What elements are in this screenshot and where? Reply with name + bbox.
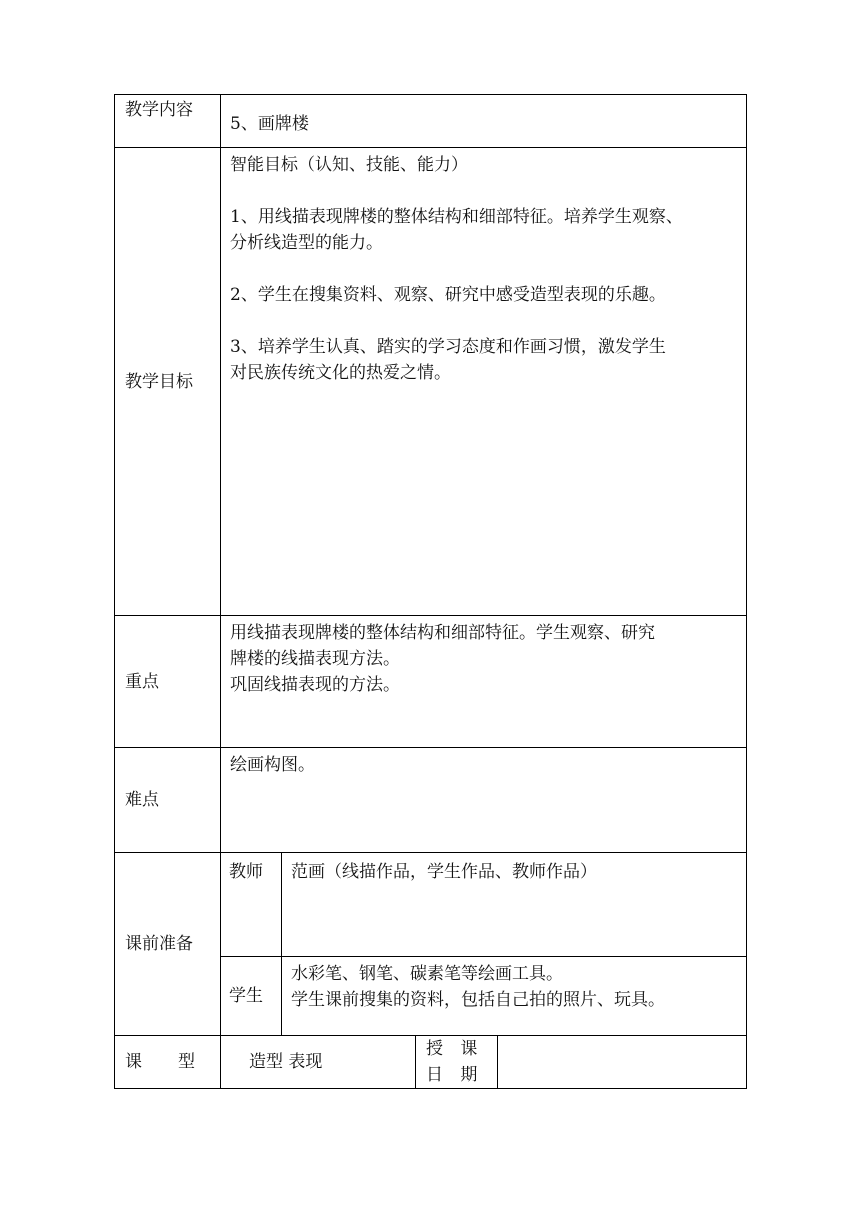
difficulties-value: 绘画构图。 [230, 755, 315, 775]
student-label: 学生 [221, 957, 282, 1036]
lesson-date-label-line-1: 授 课 [426, 1039, 484, 1059]
row-difficulties [115, 748, 747, 853]
objectives-item-3-line-1: 3、培养学生认真、踏实的学习态度和作画习惯，激发学生 [230, 337, 666, 357]
objectives-item-3-line-2: 对民族传统文化的热爱之情。 [230, 363, 451, 383]
row-prep-teacher [115, 853, 747, 957]
key-points-line-1: 用线描表现牌楼的整体结构和细部特征。学生观察、研究 [230, 623, 655, 643]
lesson-type-label-char-1: 课 [125, 1052, 142, 1072]
key-points-line-3: 巩固线描表现的方法。 [230, 675, 400, 695]
row-teaching-objectives [115, 148, 747, 616]
lesson-date-label [416, 1036, 498, 1089]
key-points-label: 重点 [115, 616, 221, 748]
teaching-objectives-content [221, 148, 747, 616]
lesson-type-label [115, 1036, 221, 1089]
teacher-label: 教师 [221, 853, 282, 957]
student-prep-content [282, 957, 747, 1036]
lesson-plan-table [114, 94, 747, 1089]
objectives-item-2: 2、学生在搜集资料、观察、研究中感受造型表现的乐趣。 [230, 285, 666, 305]
student-prep-line-1: 水彩笔、钢笔、碳素笔等绘画工具。 [291, 964, 563, 984]
lesson-date-label-line-2: 日 期 [426, 1065, 484, 1085]
row-key-points [115, 616, 747, 748]
difficulties-content [221, 748, 747, 853]
row-lesson-type [115, 1036, 747, 1089]
pre-class-prep-label: 课前准备 [115, 853, 221, 1036]
student-prep-line-2: 学生课前搜集的资料，包括自己拍的照片、玩具。 [291, 990, 665, 1010]
teaching-content-label: 教学内容 [115, 95, 221, 148]
difficulties-label: 难点 [115, 748, 221, 853]
lesson-type-label-char-2: 型 [178, 1052, 195, 1072]
lesson-type-value: 造型 表现 [221, 1036, 416, 1089]
objectives-item-1-line-1: 1、用线描表现牌楼的整体结构和细部特征。培养学生观察、 [230, 207, 683, 227]
teacher-prep-content [282, 853, 747, 957]
key-points-line-2: 牌楼的线描表现方法。 [230, 649, 400, 669]
teacher-prep-value: 范画（线描作品，学生作品、教师作品） [291, 862, 597, 882]
teaching-objectives-label: 教学目标 [115, 148, 221, 616]
row-teaching-content [115, 95, 747, 148]
lesson-date-value [498, 1036, 747, 1089]
objectives-heading: 智能目标（认知、技能、能力） [230, 155, 468, 175]
objectives-item-1-line-2: 分析线造型的能力。 [230, 233, 383, 253]
teaching-content-value: 5、画牌楼 [221, 95, 747, 148]
key-points-content [221, 616, 747, 748]
